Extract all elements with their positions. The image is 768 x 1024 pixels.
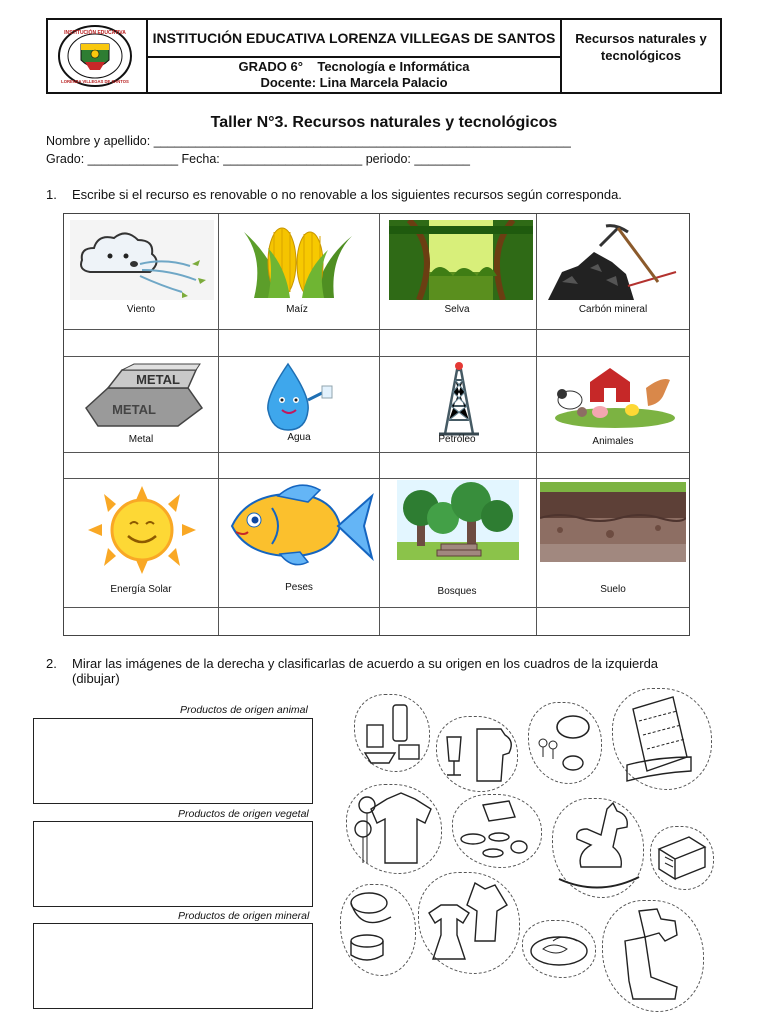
question-number: 1. (46, 187, 57, 202)
oil-derrick-icon (419, 358, 499, 436)
fish-icon (228, 478, 374, 570)
name-field[interactable]: Nombre y apellido: ____________________________________________________________ (46, 134, 571, 148)
corn-icon (234, 218, 358, 302)
answer-cell[interactable] (537, 608, 689, 634)
cutout-items-area (340, 688, 720, 1018)
cutout-item[interactable] (418, 872, 520, 974)
category-label: Productos de origen vegetal (178, 808, 309, 820)
cutout-item[interactable] (522, 920, 596, 978)
cutout-item[interactable] (650, 826, 714, 890)
cutout-item[interactable] (346, 784, 442, 874)
answer-cell[interactable] (219, 453, 378, 477)
cans-icon (341, 885, 415, 975)
jewelry-icon (529, 703, 601, 783)
wind-cloud-icon (70, 220, 214, 300)
cutout-item[interactable] (612, 688, 712, 790)
grade-date-period-field[interactable]: Grado: _____________ Fecha: ____________________ periodo: ________ (46, 152, 470, 166)
category-label: Productos de origen animal (180, 704, 308, 716)
cutout-item[interactable] (452, 794, 542, 868)
resource-label: Selva (444, 304, 470, 315)
grade-subject: GRADO 6° Tecnología e Informática (238, 59, 470, 74)
coins-bars-icon (453, 795, 541, 867)
metal-word: METAL (112, 402, 156, 417)
metal-word: METAL (136, 372, 180, 387)
logo-text: LORENZA VILLEGAS DE SANTOS (61, 79, 129, 84)
cutout-item[interactable] (354, 694, 430, 772)
resource-label: Maíz (286, 304, 308, 315)
header-table (46, 18, 722, 94)
question-2 (46, 656, 746, 686)
soil-icon (540, 482, 686, 562)
answer-cell[interactable] (380, 453, 535, 477)
question-1 (46, 187, 622, 202)
resource-label: Energía Solar (110, 584, 172, 595)
jungle-icon (389, 220, 533, 300)
logo-text: INSTITUCIÓN EDUCATIVA (64, 30, 126, 36)
forest-icon (397, 480, 519, 560)
rocking-horse-icon (553, 799, 643, 897)
resource-label: Peses (285, 582, 313, 593)
glass-jug-icon (437, 717, 517, 791)
mineral-products-box[interactable] (33, 923, 313, 1009)
gloves-boots-icon (603, 901, 703, 1011)
resource-label: Petróleo (438, 434, 476, 445)
answer-cell[interactable] (380, 330, 535, 355)
question-text: (dibujar) (72, 671, 120, 686)
clothes-icon (419, 873, 519, 973)
school-logo (56, 24, 134, 88)
cutout-item[interactable] (552, 798, 644, 898)
sun-icon (86, 484, 198, 576)
cutout-item[interactable] (340, 884, 416, 976)
cutout-item[interactable] (436, 716, 518, 792)
grade-teacher-cell (148, 58, 562, 92)
cutout-item[interactable] (528, 702, 602, 784)
water-drop-icon (254, 360, 344, 434)
resource-label: Viento (126, 304, 156, 315)
teacher-name: Docente: Lina Marcela Palacio (260, 75, 448, 90)
worksheet-title: Taller N°3. Recursos naturales y tecnológicos (210, 114, 558, 131)
cutout-item[interactable] (602, 900, 704, 1012)
question-number: 2. (46, 656, 57, 671)
book-icon (651, 827, 713, 889)
resource-label: Carbón mineral (578, 304, 648, 315)
answer-cell[interactable] (219, 330, 378, 355)
vegetal-products-box[interactable] (33, 821, 313, 907)
flowers-shirt-icon (347, 785, 441, 873)
resources-table (63, 213, 690, 636)
topic-title: Recursos naturales y tecnológicos (575, 31, 707, 63)
question-text: Mirar las imágenes de la derecha y clasificarlas de acuerdo a su origen en los cuadros de la izquierda (72, 656, 659, 671)
animal-products-box[interactable] (33, 718, 313, 804)
answer-cell[interactable] (65, 330, 217, 355)
answer-cell[interactable] (65, 453, 217, 477)
logo-cell (48, 20, 148, 92)
institution-name: INSTITUCIÓN EDUCATIVA LORENZA VILLEGAS DE SANTOS (148, 20, 562, 58)
answer-cell[interactable] (380, 608, 535, 634)
blanket-icon (613, 689, 711, 789)
resource-label: Agua (287, 432, 311, 443)
sardine-can-icon (523, 921, 595, 977)
coal-icon (542, 222, 686, 302)
resource-label: Metal (128, 434, 154, 445)
resource-label: Bosques (437, 586, 477, 597)
answer-cell[interactable] (65, 608, 217, 634)
answer-cell[interactable] (537, 330, 689, 355)
answer-cell[interactable] (219, 608, 378, 634)
answer-cell[interactable] (537, 453, 689, 477)
category-label: Productos de origen mineral (178, 910, 310, 922)
farm-animals-icon (550, 358, 680, 428)
metal-bars-icon (78, 362, 208, 432)
resource-label: Animales (592, 436, 634, 447)
resource-label: Suelo (600, 584, 626, 595)
question-text: Escribe si el recurso es renovable o no renovable a los siguientes recursos según corresponda. (72, 187, 622, 202)
milk-cheese-icon (355, 695, 429, 771)
